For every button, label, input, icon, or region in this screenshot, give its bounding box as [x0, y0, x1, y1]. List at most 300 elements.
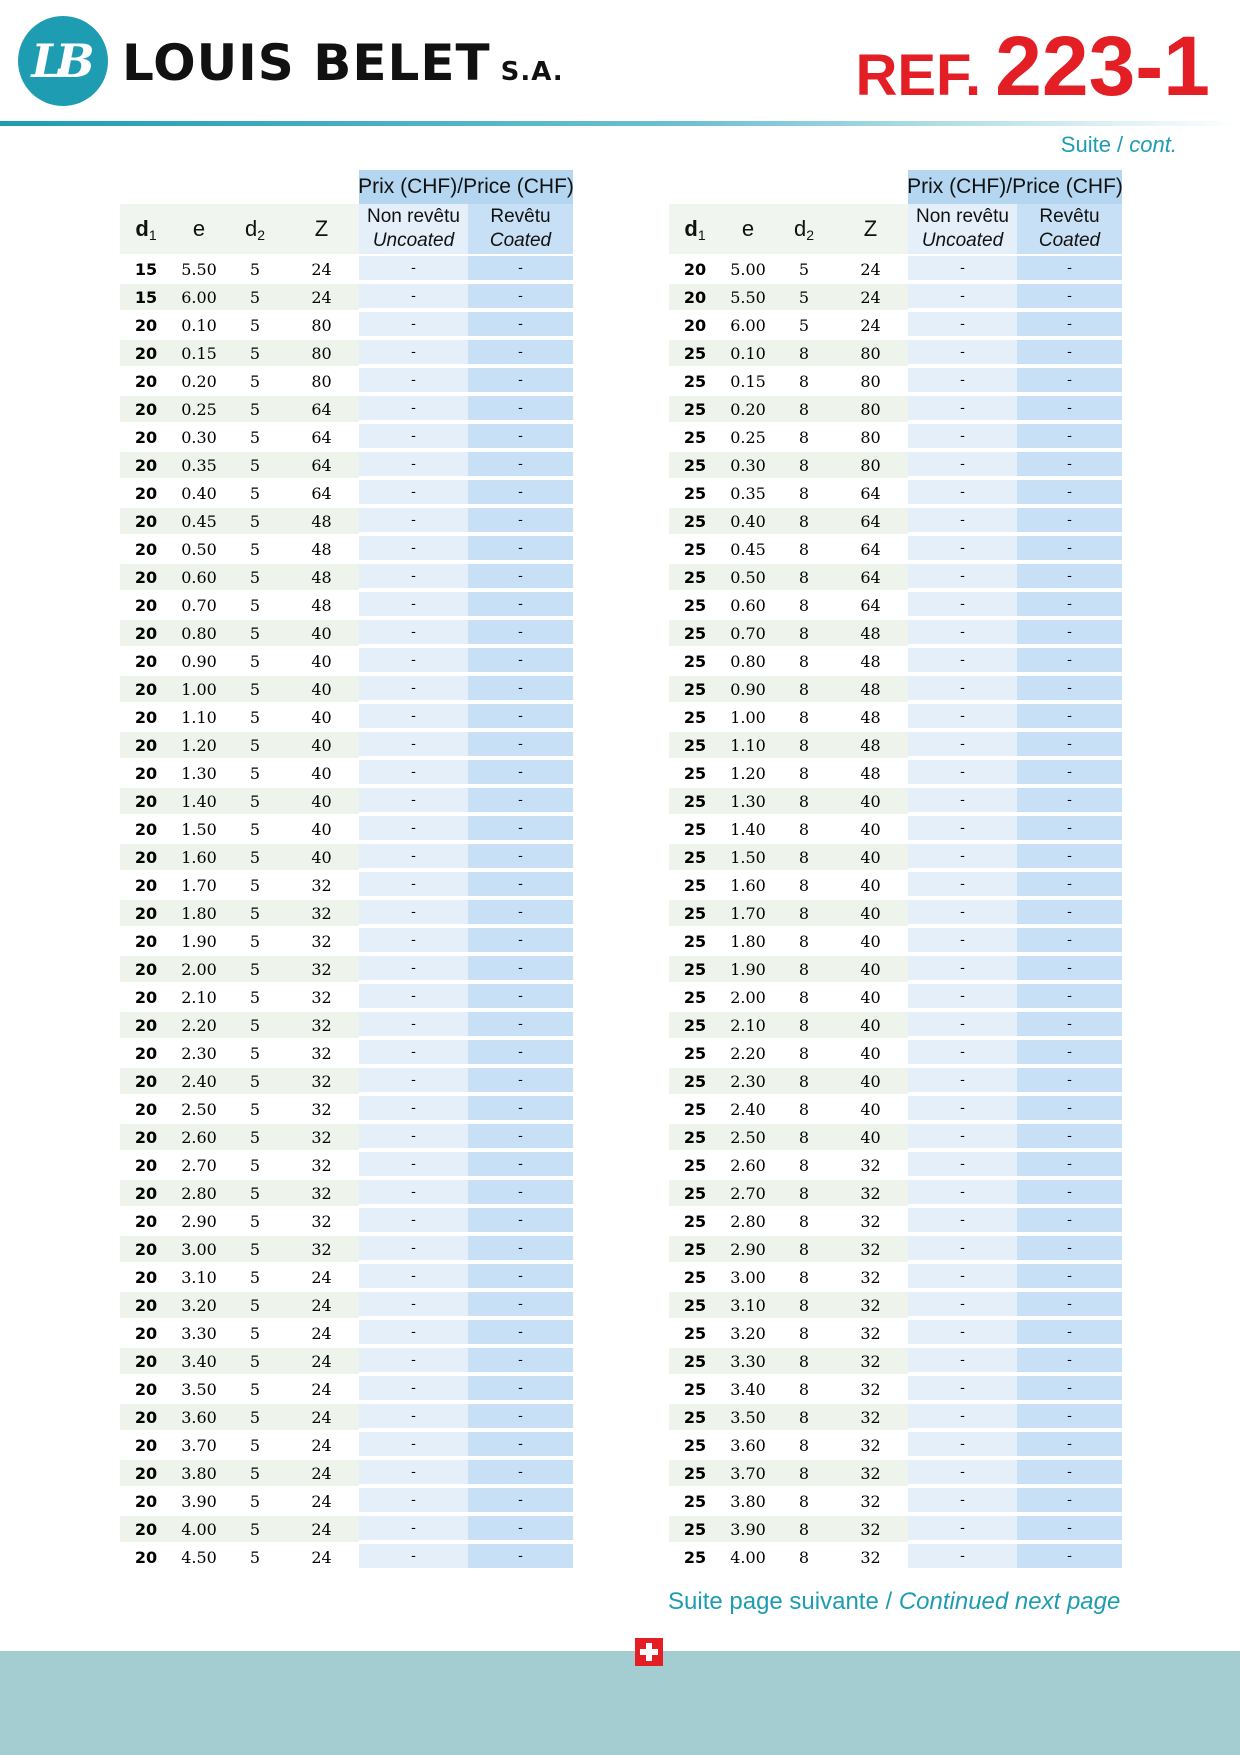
col-header-e-text: e — [741, 216, 755, 241]
coated-price-cell: - — [468, 1096, 573, 1122]
d1-cell: 20 — [120, 1460, 172, 1486]
d2-cell: 5 — [226, 900, 284, 926]
d2-cell: 8 — [775, 564, 833, 590]
uncoated-price-cell: - — [908, 760, 1017, 786]
coated-price-cell: - — [1017, 1012, 1122, 1038]
e-cell: 2.30 — [721, 1068, 775, 1094]
e-cell: 0.20 — [181, 371, 217, 391]
z-cell: 24 — [860, 315, 881, 335]
d2-cell: 5 — [249, 595, 261, 615]
d2-cell: 8 — [798, 1267, 810, 1287]
d2-cell: 5 — [798, 259, 810, 279]
d2-cell: 8 — [775, 452, 833, 478]
d1-cell: 25 — [683, 1379, 707, 1399]
d2-cell: 5 — [226, 396, 284, 422]
z-cell: 40 — [833, 844, 908, 870]
uncoated-price-cell: - — [908, 1040, 1017, 1066]
d1-cell: 20 — [134, 763, 158, 783]
e-cell: 1.20 — [730, 763, 766, 783]
d1-cell: 25 — [683, 1211, 707, 1231]
e-cell: 1.90 — [181, 931, 217, 951]
e-cell: 1.70 — [181, 875, 217, 895]
d2-cell: 5 — [249, 1267, 261, 1287]
coated-price-cell: - — [1017, 452, 1122, 478]
uncoated-price-cell: - — [908, 816, 1017, 842]
coated-price-cell: - — [1017, 760, 1122, 786]
d1-cell: 25 — [669, 1404, 721, 1430]
d1-cell: 20 — [120, 1516, 172, 1542]
d2-cell: 5 — [249, 651, 261, 671]
z-cell: 80 — [833, 340, 908, 366]
uncoated-price-cell: - — [908, 1376, 1017, 1402]
d1-cell: 25 — [669, 1236, 721, 1262]
e-cell: 0.25 — [172, 396, 226, 422]
z-cell: 24 — [311, 1323, 332, 1343]
uncoated-price-cell: - — [359, 1124, 468, 1150]
coated-price-cell: - — [468, 1124, 573, 1150]
z-cell: 48 — [860, 763, 881, 783]
d1-cell: 25 — [669, 564, 721, 590]
d1-cell: 20 — [134, 371, 158, 391]
coated-price-cell: - — [1017, 704, 1122, 730]
e-cell: 0.10 — [181, 315, 217, 335]
footer-band — [0, 1651, 1240, 1755]
uncoated-price-cell: - — [908, 1152, 1017, 1178]
d1-cell: 20 — [134, 875, 158, 895]
d1-cell: 25 — [669, 1068, 721, 1094]
d2-cell: 5 — [249, 875, 261, 895]
coated-price-cell: - — [468, 844, 573, 870]
uncoated-price-cell: - — [359, 1292, 468, 1318]
d1-cell: 20 — [683, 259, 707, 279]
coated-price-cell: - — [1017, 928, 1122, 954]
z-cell: 24 — [311, 259, 332, 279]
z-cell: 32 — [311, 1043, 332, 1063]
z-cell: 32 — [311, 1099, 332, 1119]
coated-price-cell: - — [1017, 1040, 1122, 1066]
uncoated-price-cell: - — [359, 1488, 468, 1514]
d1-cell: 20 — [134, 1323, 158, 1343]
z-cell: 40 — [860, 987, 881, 1007]
d2-cell: 5 — [249, 1547, 261, 1567]
uncoated-price-cell: - — [359, 816, 468, 842]
coated-price-cell: - — [1017, 1236, 1122, 1262]
coated-price-cell: - — [1017, 816, 1122, 842]
e-cell: 3.20 — [730, 1323, 766, 1343]
z-cell: 32 — [311, 931, 332, 951]
d1-cell: 20 — [134, 427, 158, 447]
d1-cell: 25 — [669, 1124, 721, 1150]
e-cell: 1.60 — [172, 844, 226, 870]
z-cell: 32 — [833, 1292, 908, 1318]
d1-cell: 25 — [669, 508, 721, 534]
e-cell: 1.80 — [730, 931, 766, 951]
coated-price-cell: - — [1017, 900, 1122, 926]
uncoated-price-cell: - — [359, 452, 468, 478]
coated-price-cell: - — [468, 452, 573, 478]
coated-price-cell: - — [468, 1460, 573, 1486]
e-cell: 3.00 — [172, 1236, 226, 1262]
d1-cell: 20 — [120, 396, 172, 422]
e-cell: 2.90 — [181, 1211, 217, 1231]
d2-cell: 5 — [226, 508, 284, 534]
z-cell: 24 — [311, 1267, 332, 1287]
e-cell: 0.40 — [181, 483, 217, 503]
e-cell: 0.25 — [730, 427, 766, 447]
d1-cell: 20 — [120, 564, 172, 590]
d1-cell: 20 — [134, 707, 158, 727]
z-cell: 48 — [284, 508, 359, 534]
e-cell: 1.80 — [172, 900, 226, 926]
d2-cell: 8 — [798, 931, 810, 951]
z-cell: 32 — [860, 1435, 881, 1455]
e-cell: 3.70 — [721, 1460, 775, 1486]
d2-cell: 8 — [775, 1068, 833, 1094]
z-cell: 64 — [860, 483, 881, 503]
d1-cell: 25 — [683, 931, 707, 951]
z-cell: 24 — [311, 1435, 332, 1455]
e-cell: 2.30 — [181, 1043, 217, 1063]
z-cell: 32 — [311, 1155, 332, 1175]
d1-cell: 20 — [120, 732, 172, 758]
e-cell: 2.60 — [730, 1155, 766, 1175]
uncoated-price-cell: - — [908, 1488, 1017, 1514]
coated-price-cell: - — [468, 480, 573, 506]
coated-price-cell: - — [1017, 872, 1122, 898]
d2-cell: 5 — [226, 620, 284, 646]
d2-cell: 8 — [798, 1491, 810, 1511]
uncoated-price-cell: - — [359, 732, 468, 758]
d1-cell: 20 — [134, 1547, 158, 1567]
uncoated-price-cell: - — [908, 564, 1017, 590]
z-cell: 64 — [833, 564, 908, 590]
ref-label: REF. — [855, 43, 982, 108]
d2-cell: 8 — [775, 1236, 833, 1262]
col-header-coated-text: Revêtu — [1039, 206, 1100, 227]
d2-cell: 8 — [798, 1043, 810, 1063]
d1-cell: 25 — [669, 1348, 721, 1374]
e-cell: 1.10 — [181, 707, 217, 727]
coated-price-cell: - — [468, 928, 573, 954]
d1-cell: 15 — [134, 259, 158, 279]
uncoated-price-cell: - — [908, 1432, 1017, 1458]
d1-cell: 25 — [669, 1516, 721, 1542]
d1-cell: 25 — [683, 1491, 707, 1511]
d2-cell: 5 — [249, 427, 261, 447]
z-cell: 32 — [284, 1124, 359, 1150]
d1-cell: 25 — [683, 1323, 707, 1343]
z-cell: 80 — [311, 371, 332, 391]
d1-cell: 25 — [669, 732, 721, 758]
d2-cell: 5 — [249, 1379, 261, 1399]
coated-price-cell: - — [1017, 1460, 1122, 1486]
d2-cell: 5 — [249, 763, 261, 783]
coated-price-cell: - — [468, 396, 573, 422]
e-cell: 1.40 — [730, 819, 766, 839]
coated-price-cell: - — [468, 1404, 573, 1430]
d1-cell: 20 — [134, 539, 158, 559]
col-header-e-text: e — [192, 216, 206, 241]
uncoated-price-cell: - — [908, 732, 1017, 758]
e-cell: 0.10 — [721, 340, 775, 366]
uncoated-price-cell: - — [359, 928, 468, 954]
e-cell: 2.20 — [172, 1012, 226, 1038]
col-header-uncoated-text: Uncoated — [921, 230, 1004, 251]
e-cell: 2.70 — [181, 1155, 217, 1175]
company-logo — [18, 16, 108, 106]
z-cell: 32 — [833, 1404, 908, 1430]
coated-price-cell: - — [1017, 984, 1122, 1010]
uncoated-price-cell: - — [359, 788, 468, 814]
e-cell: 2.60 — [172, 1124, 226, 1150]
uncoated-price-cell: - — [359, 256, 468, 282]
col-header-d1-text: d — [684, 216, 698, 241]
z-cell: 64 — [284, 452, 359, 478]
d2-cell: 5 — [226, 1404, 284, 1430]
uncoated-price-cell: - — [359, 1040, 468, 1066]
d2-cell: 8 — [798, 987, 810, 1007]
z-cell: 24 — [284, 1460, 359, 1486]
d1-cell: 25 — [683, 539, 707, 559]
d2-cell: 8 — [775, 1124, 833, 1150]
col-header-d1-text: 1 — [148, 227, 157, 243]
coated-price-cell: - — [468, 900, 573, 926]
coated-price-cell: - — [1017, 1404, 1122, 1430]
e-cell: 0.30 — [181, 427, 217, 447]
z-cell: 40 — [311, 819, 332, 839]
z-cell: 24 — [311, 1379, 332, 1399]
coated-price-cell: - — [468, 536, 573, 562]
d2-cell: 5 — [226, 1124, 284, 1150]
uncoated-price-cell: - — [908, 872, 1017, 898]
uncoated-price-cell: - — [359, 844, 468, 870]
e-cell: 3.10 — [181, 1267, 217, 1287]
e-cell: 3.90 — [181, 1491, 217, 1511]
col-header-d1-text: 1 — [697, 227, 706, 243]
z-cell: 48 — [311, 539, 332, 559]
d2-cell: 5 — [249, 1099, 261, 1119]
uncoated-price-cell: - — [908, 368, 1017, 394]
d2-cell: 5 — [226, 732, 284, 758]
z-cell: 24 — [311, 1547, 332, 1567]
coated-price-cell: - — [1017, 508, 1122, 534]
col-header-d1-text: d — [135, 216, 149, 241]
price-header: Prix (CHF)/Price (CHF) — [359, 170, 573, 204]
uncoated-price-cell: - — [359, 592, 468, 618]
e-cell: 2.40 — [172, 1068, 226, 1094]
uncoated-price-cell: - — [908, 536, 1017, 562]
e-cell: 1.40 — [172, 788, 226, 814]
continued-fr: Suite page suivante / — [668, 1588, 893, 1615]
e-cell: 0.15 — [730, 371, 766, 391]
z-cell: 24 — [284, 1348, 359, 1374]
coated-price-cell: - — [468, 620, 573, 646]
d1-cell: 25 — [683, 427, 707, 447]
coated-price-cell: - — [468, 592, 573, 618]
coated-price-cell: - — [468, 788, 573, 814]
continuation-fr: Suite / — [1060, 132, 1124, 157]
d2-cell: 5 — [226, 788, 284, 814]
uncoated-price-cell: - — [908, 788, 1017, 814]
d2-cell: 5 — [226, 1516, 284, 1542]
d2-cell: 8 — [775, 396, 833, 422]
d2-cell: 8 — [798, 1435, 810, 1455]
d1-cell: 20 — [120, 340, 172, 366]
d1-cell: 25 — [669, 620, 721, 646]
uncoated-price-cell: - — [908, 1404, 1017, 1430]
d1-cell: 25 — [683, 651, 707, 671]
e-cell: 4.00 — [172, 1516, 226, 1542]
col-header-uncoated — [359, 204, 468, 254]
e-cell: 0.45 — [172, 508, 226, 534]
d1-cell: 20 — [134, 483, 158, 503]
e-cell: 6.00 — [730, 315, 766, 335]
z-cell: 40 — [284, 788, 359, 814]
uncoated-price-cell: - — [908, 452, 1017, 478]
e-cell: 0.60 — [730, 595, 766, 615]
uncoated-price-cell: - — [359, 1152, 468, 1178]
z-cell: 32 — [284, 956, 359, 982]
col-header-coated-text: Revêtu — [490, 206, 551, 227]
d2-cell: 8 — [775, 1292, 833, 1318]
e-cell: 2.00 — [730, 987, 766, 1007]
col-header-uncoated-text: Non revêtu — [367, 206, 460, 227]
z-cell: 32 — [833, 1460, 908, 1486]
d1-cell: 20 — [120, 508, 172, 534]
z-cell: 40 — [860, 1099, 881, 1119]
d2-cell: 8 — [775, 1012, 833, 1038]
uncoated-price-cell: - — [359, 1544, 468, 1570]
uncoated-price-cell: - — [908, 1348, 1017, 1374]
d1-cell: 20 — [134, 1435, 158, 1455]
e-cell: 2.00 — [172, 956, 226, 982]
d2-cell: 8 — [798, 819, 810, 839]
d2-cell: 5 — [249, 1435, 261, 1455]
coated-price-cell: - — [1017, 956, 1122, 982]
coated-price-cell: - — [1017, 676, 1122, 702]
e-cell: 0.90 — [721, 676, 775, 702]
e-cell: 3.20 — [172, 1292, 226, 1318]
coated-price-cell: - — [1017, 620, 1122, 646]
d2-cell: 8 — [775, 340, 833, 366]
uncoated-price-cell: - — [359, 1096, 468, 1122]
d1-cell: 25 — [683, 987, 707, 1007]
coated-price-cell: - — [1017, 480, 1122, 506]
d1-cell: 20 — [134, 1211, 158, 1231]
d1-cell: 25 — [683, 1435, 707, 1455]
coated-price-cell: - — [1017, 1488, 1122, 1514]
e-cell: 2.80 — [730, 1211, 766, 1231]
e-cell: 1.00 — [730, 707, 766, 727]
d2-cell: 8 — [775, 620, 833, 646]
coated-price-cell: - — [1017, 732, 1122, 758]
d1-cell: 15 — [120, 284, 172, 310]
coated-price-cell: - — [1017, 1292, 1122, 1318]
d1-cell: 20 — [134, 1267, 158, 1287]
d2-cell: 8 — [775, 732, 833, 758]
z-cell: 40 — [311, 763, 332, 783]
uncoated-price-cell: - — [908, 256, 1017, 282]
coated-price-cell: - — [1017, 284, 1122, 310]
z-cell: 40 — [311, 651, 332, 671]
d1-cell: 20 — [134, 987, 158, 1007]
uncoated-price-cell: - — [908, 1292, 1017, 1318]
uncoated-price-cell: - — [908, 396, 1017, 422]
e-cell: 2.40 — [730, 1099, 766, 1119]
d2-cell: 5 — [249, 819, 261, 839]
coated-price-cell: - — [468, 816, 573, 842]
uncoated-price-cell: - — [359, 1236, 468, 1262]
coated-price-cell: - — [468, 1180, 573, 1206]
d2-cell: 5 — [249, 371, 261, 391]
uncoated-price-cell: - — [359, 340, 468, 366]
coated-price-cell: - — [468, 1208, 573, 1234]
d2-cell: 5 — [226, 564, 284, 590]
e-cell: 0.50 — [181, 539, 217, 559]
z-cell: 24 — [284, 284, 359, 310]
e-cell: 3.00 — [730, 1267, 766, 1287]
d2-cell: 8 — [775, 900, 833, 926]
coated-price-cell: - — [1017, 1180, 1122, 1206]
d2-cell: 8 — [798, 539, 810, 559]
coated-price-cell: - — [468, 284, 573, 310]
e-cell: 5.50 — [181, 259, 217, 279]
z-cell: 40 — [860, 1043, 881, 1063]
col-header-d2-text: 2 — [806, 227, 815, 243]
d1-cell: 20 — [134, 1099, 158, 1119]
e-cell: 1.00 — [172, 676, 226, 702]
uncoated-price-cell: - — [908, 900, 1017, 926]
z-cell: 32 — [284, 900, 359, 926]
uncoated-price-cell: - — [359, 1404, 468, 1430]
uncoated-price-cell: - — [359, 480, 468, 506]
coated-price-cell: - — [468, 256, 573, 282]
coated-price-cell: - — [468, 1292, 573, 1318]
d1-cell: 25 — [683, 1099, 707, 1119]
coated-price-cell: - — [468, 424, 573, 450]
d1-cell: 20 — [120, 1236, 172, 1262]
uncoated-price-cell: - — [359, 312, 468, 338]
d2-cell: 8 — [798, 763, 810, 783]
uncoated-price-cell: - — [908, 1208, 1017, 1234]
z-cell: 80 — [311, 315, 332, 335]
coated-price-cell: - — [468, 732, 573, 758]
d2-cell: 8 — [775, 788, 833, 814]
coated-price-cell: - — [1017, 648, 1122, 674]
coated-price-cell: - — [468, 508, 573, 534]
coated-price-cell: - — [1017, 340, 1122, 366]
coated-price-cell: - — [468, 1068, 573, 1094]
uncoated-price-cell: - — [359, 368, 468, 394]
d2-cell: 5 — [226, 676, 284, 702]
uncoated-price-cell: - — [359, 704, 468, 730]
header-divider — [0, 121, 1240, 126]
e-cell: 3.10 — [721, 1292, 775, 1318]
uncoated-price-cell: - — [908, 956, 1017, 982]
uncoated-price-cell: - — [908, 480, 1017, 506]
d1-cell: 20 — [134, 651, 158, 671]
e-cell: 5.00 — [730, 259, 766, 279]
d1-cell: 25 — [669, 956, 721, 982]
continuation-note — [1061, 132, 1177, 158]
e-cell: 4.00 — [730, 1547, 766, 1567]
coated-price-cell: - — [1017, 564, 1122, 590]
z-cell: 32 — [833, 1348, 908, 1374]
coated-price-cell: - — [468, 1236, 573, 1262]
d2-cell: 8 — [775, 508, 833, 534]
d1-cell: 20 — [120, 676, 172, 702]
d1-cell: 25 — [669, 340, 721, 366]
